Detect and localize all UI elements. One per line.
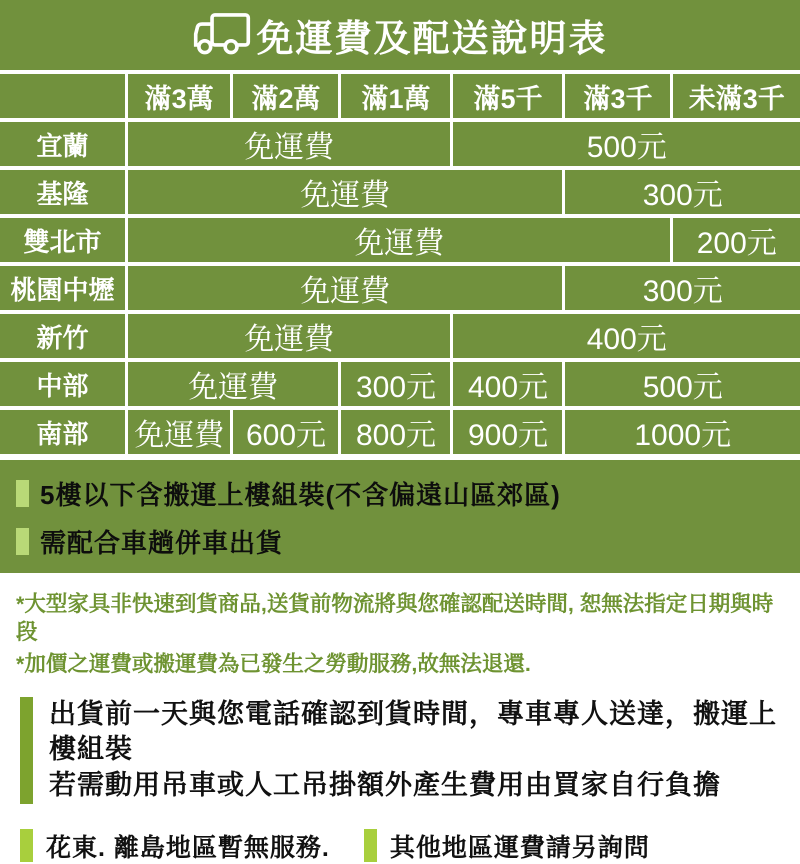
bottom-note-item xyxy=(20,828,330,864)
vertical-bar-icon xyxy=(20,697,33,804)
column-header: 未滿3千 xyxy=(672,72,800,120)
delivery-note-line1: 出貨前一天與您電話確認到貨時間，專車專人送達，搬運上樓組裝 xyxy=(49,698,777,765)
row-header: 雙北市 xyxy=(0,216,126,264)
row-header: 宜蘭 xyxy=(0,120,126,168)
fee-cell: 300元 xyxy=(564,264,800,312)
fee-cell: 免運費 xyxy=(126,360,340,408)
table-header-row xyxy=(0,72,800,120)
fee-cell: 300元 xyxy=(564,168,800,216)
corner-cell xyxy=(0,72,126,120)
fine-print-section xyxy=(0,573,800,864)
square-bullet-icon xyxy=(16,480,29,507)
column-header: 滿3萬 xyxy=(126,72,232,120)
row-header: 南部 xyxy=(0,408,126,457)
fee-cell: 免運費 xyxy=(126,168,564,216)
truck-icon xyxy=(193,12,251,61)
shipping-fee-table xyxy=(0,70,800,460)
table-row xyxy=(0,264,800,312)
title-bar xyxy=(0,0,800,70)
column-header: 滿3千 xyxy=(564,72,672,120)
vertical-bar-icon xyxy=(20,829,33,862)
table-row xyxy=(0,360,800,408)
delivery-note xyxy=(20,697,780,804)
vertical-bar-icon xyxy=(364,829,377,862)
fee-cell: 500元 xyxy=(564,360,800,408)
bottom-note-item xyxy=(364,828,650,864)
table-row xyxy=(0,216,800,264)
fee-cell: 600元 xyxy=(232,408,340,457)
green-notes xyxy=(0,460,800,560)
fee-cell: 900元 xyxy=(452,408,564,457)
fee-cell: 400元 xyxy=(452,360,564,408)
fee-cell: 免運費 xyxy=(126,216,672,264)
fee-cell: 免運費 xyxy=(126,312,452,360)
note-text: 5樓以下含搬運上樓組裝(不含偏遠山區郊區) xyxy=(40,480,561,510)
bottom-note-text: 花東. 離島地區暫無服務. xyxy=(46,833,330,862)
row-header: 中部 xyxy=(0,360,126,408)
fee-cell: 免運費 xyxy=(126,264,564,312)
row-header: 基隆 xyxy=(0,168,126,216)
fee-cell: 200元 xyxy=(672,216,800,264)
row-header: 桃園中壢 xyxy=(0,264,126,312)
fee-cell: 500元 xyxy=(452,120,800,168)
square-bullet-icon xyxy=(16,528,29,555)
table-row xyxy=(0,408,800,457)
fine-print-line: *加價之運費或搬運費為已發生之勞動服務,故無法退還. xyxy=(16,651,531,676)
fee-cell: 1000元 xyxy=(564,408,800,457)
fee-cell: 400元 xyxy=(452,312,800,360)
row-header: 新竹 xyxy=(0,312,126,360)
fee-cell: 800元 xyxy=(340,408,452,457)
column-header: 滿2萬 xyxy=(232,72,340,120)
bottom-note-text: 其他地區運費請另詢問 xyxy=(389,833,650,862)
table-row xyxy=(0,120,800,168)
note-item xyxy=(16,475,784,512)
delivery-note-line2: 若需動用吊車或人工吊掛額外產生費用由買家自行負擔 xyxy=(49,770,721,801)
fee-cell: 300元 xyxy=(340,360,452,408)
fee-cell: 免運費 xyxy=(126,120,452,168)
column-header: 滿1萬 xyxy=(340,72,452,120)
bottom-notes xyxy=(20,828,780,864)
delivery-note-text xyxy=(49,697,780,804)
fee-cell: 免運費 xyxy=(126,408,232,457)
table-row xyxy=(0,312,800,360)
note-item xyxy=(16,523,784,560)
note-text: 需配合車趟併車出貨 xyxy=(40,528,284,558)
table-row xyxy=(0,168,800,216)
column-header: 滿5千 xyxy=(452,72,564,120)
page-title: 免運費及配送說明表 xyxy=(256,18,608,59)
fine-print-line: *大型家具非快速到貨商品,送貨前物流將與您確認配送時間, 恕無法指定日期與時段 xyxy=(16,592,774,644)
